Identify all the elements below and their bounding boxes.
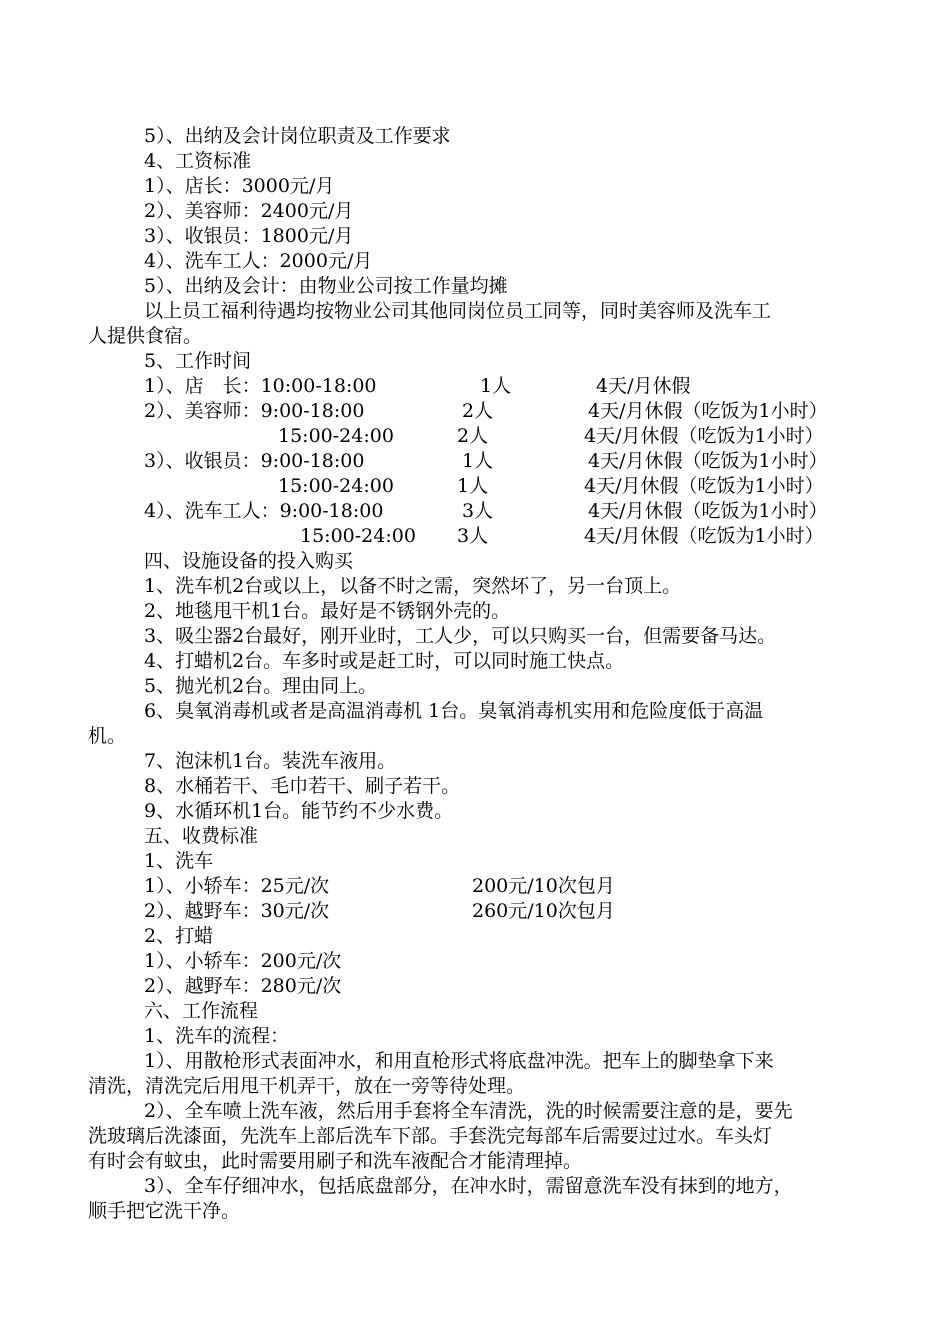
schedule-leave: 4天/月休假（吃饭为1小时） (584, 525, 824, 547)
text-line: 2）、美容师：2400元/月 (144, 200, 354, 222)
subsection-heading: 1、洗车 (144, 850, 214, 872)
price-item: 2）、越野车：280元/次 (144, 975, 342, 997)
list-item: 9、水循环机1台。能节约不少水费。 (144, 800, 454, 822)
text-line: 5）、出纳及会计：由物业公司按工作量均摊 (144, 275, 508, 297)
text-line: 4）、洗车工人：2000元/月 (144, 250, 373, 272)
list-item: 8、水桶若干、毛巾若干、刷子若干。 (144, 775, 461, 797)
list-item: 机。 (88, 725, 127, 747)
schedule-leave: 4天/月休假（吃饭为1小时） (588, 400, 828, 422)
schedule-leave: 4天/月休假（吃饭为1小时） (584, 475, 824, 497)
schedule-role: 1）、店 长：10:00-18:00 (144, 375, 377, 397)
section-heading: 五、收费标准 (144, 825, 259, 847)
schedule-count: 1人 (480, 375, 512, 397)
schedule-count: 2人 (457, 425, 489, 447)
schedule-leave: 4天/月休假 (596, 375, 691, 397)
price-item: 1）、小轿车：25元/次 (144, 875, 330, 897)
schedule-role: 4）、洗车工人：9:00-18:00 (144, 500, 384, 522)
paragraph-line: 洗玻璃后洗漆面，先洗车上部后洗车下部。手套洗完每部车后需要过过水。车头灯 (88, 1125, 773, 1147)
paragraph-line: 1）、用散枪形式表面冲水，和用直枪形式将底盘冲洗。把车上的脚垫拿下来 (144, 1050, 774, 1072)
subsection-heading: 1、洗车的流程： (144, 1025, 290, 1047)
schedule-role: 3）、收银员：9:00-18:00 (144, 450, 365, 472)
section-heading: 4、工资标准 (144, 150, 252, 172)
list-item: 1、洗车机2台或以上，以备不时之需，突然坏了，另一台顶上。 (144, 575, 682, 597)
text-line: 3）、收银员：1800元/月 (144, 225, 354, 247)
schedule-count: 1人 (462, 450, 494, 472)
paragraph-line: 3）、全车仔细冲水，包括底盘部分，在冲水时，需留意洗车没有抹到的地方， (144, 1175, 793, 1197)
schedule-role: 15:00-24:00 (278, 475, 394, 497)
schedule-count: 2人 (462, 400, 494, 422)
text-line: 1）、店长：3000元/月 (144, 175, 335, 197)
section-heading: 六、工作流程 (144, 1000, 259, 1022)
price-item: 1）、小轿车：200元/次 (144, 950, 342, 972)
price-monthly: 260元/10次包月 (472, 900, 615, 922)
list-item: 7、泡沫机1台。装洗车液用。 (144, 750, 397, 772)
price-monthly: 200元/10次包月 (472, 875, 615, 897)
section-heading: 四、设施设备的投入购买 (144, 550, 354, 572)
schedule-count: 3人 (457, 525, 489, 547)
paragraph-line: 以上员工福利待遇均按物业公司其他同岗位员工同等，同时美容师及洗车工 (144, 300, 772, 322)
text-line: 5）、出纳及会计岗位职责及工作要求 (144, 125, 451, 147)
paragraph-line: 顺手把它洗干净。 (88, 1200, 241, 1222)
paragraph-line: 有时会有蚊虫，此时需要用刷子和洗车液配合才能清理掉。 (88, 1150, 583, 1172)
schedule-role: 2）、美容师：9:00-18:00 (144, 400, 365, 422)
list-item: 6、臭氧消毒机或者是高温消毒机 1台。臭氧消毒机实用和危险度低于高温 (144, 700, 764, 722)
schedule-count: 3人 (462, 500, 494, 522)
price-item: 2）、越野车：30元/次 (144, 900, 330, 922)
subsection-heading: 2、打蜡 (144, 925, 214, 947)
list-item: 2、地毯甩干机1台。最好是不锈钢外壳的。 (144, 600, 511, 622)
list-item: 3、吸尘器2台最好，刚开业时，工人少，可以只购买一台，但需要备马达。 (144, 625, 777, 647)
list-item: 4、打蜡机2台。车多时或是赶工时，可以同时施工快点。 (144, 650, 625, 672)
schedule-leave: 4天/月休假（吃饭为1小时） (588, 450, 828, 472)
schedule-role: 15:00-24:00 (278, 425, 394, 447)
schedule-leave: 4天/月休假（吃饭为1小时） (584, 425, 824, 447)
schedule-count: 1人 (457, 475, 489, 497)
paragraph-line: 清洗，清洗完后用甩干机弄干，放在一旁等待处理。 (88, 1075, 526, 1097)
schedule-role: 15:00-24:00 (300, 525, 416, 547)
schedule-leave: 4天/月休假（吃饭为1小时） (588, 500, 828, 522)
section-heading: 5、工作时间 (144, 350, 252, 372)
list-item: 5、抛光机2台。理由同上。 (144, 675, 378, 697)
paragraph-line: 人提供食宿。 (88, 325, 203, 347)
paragraph-line: 2）、全车喷上洗车液，然后用手套将全车清洗，洗的时候需要注意的是，要先 (144, 1100, 793, 1122)
